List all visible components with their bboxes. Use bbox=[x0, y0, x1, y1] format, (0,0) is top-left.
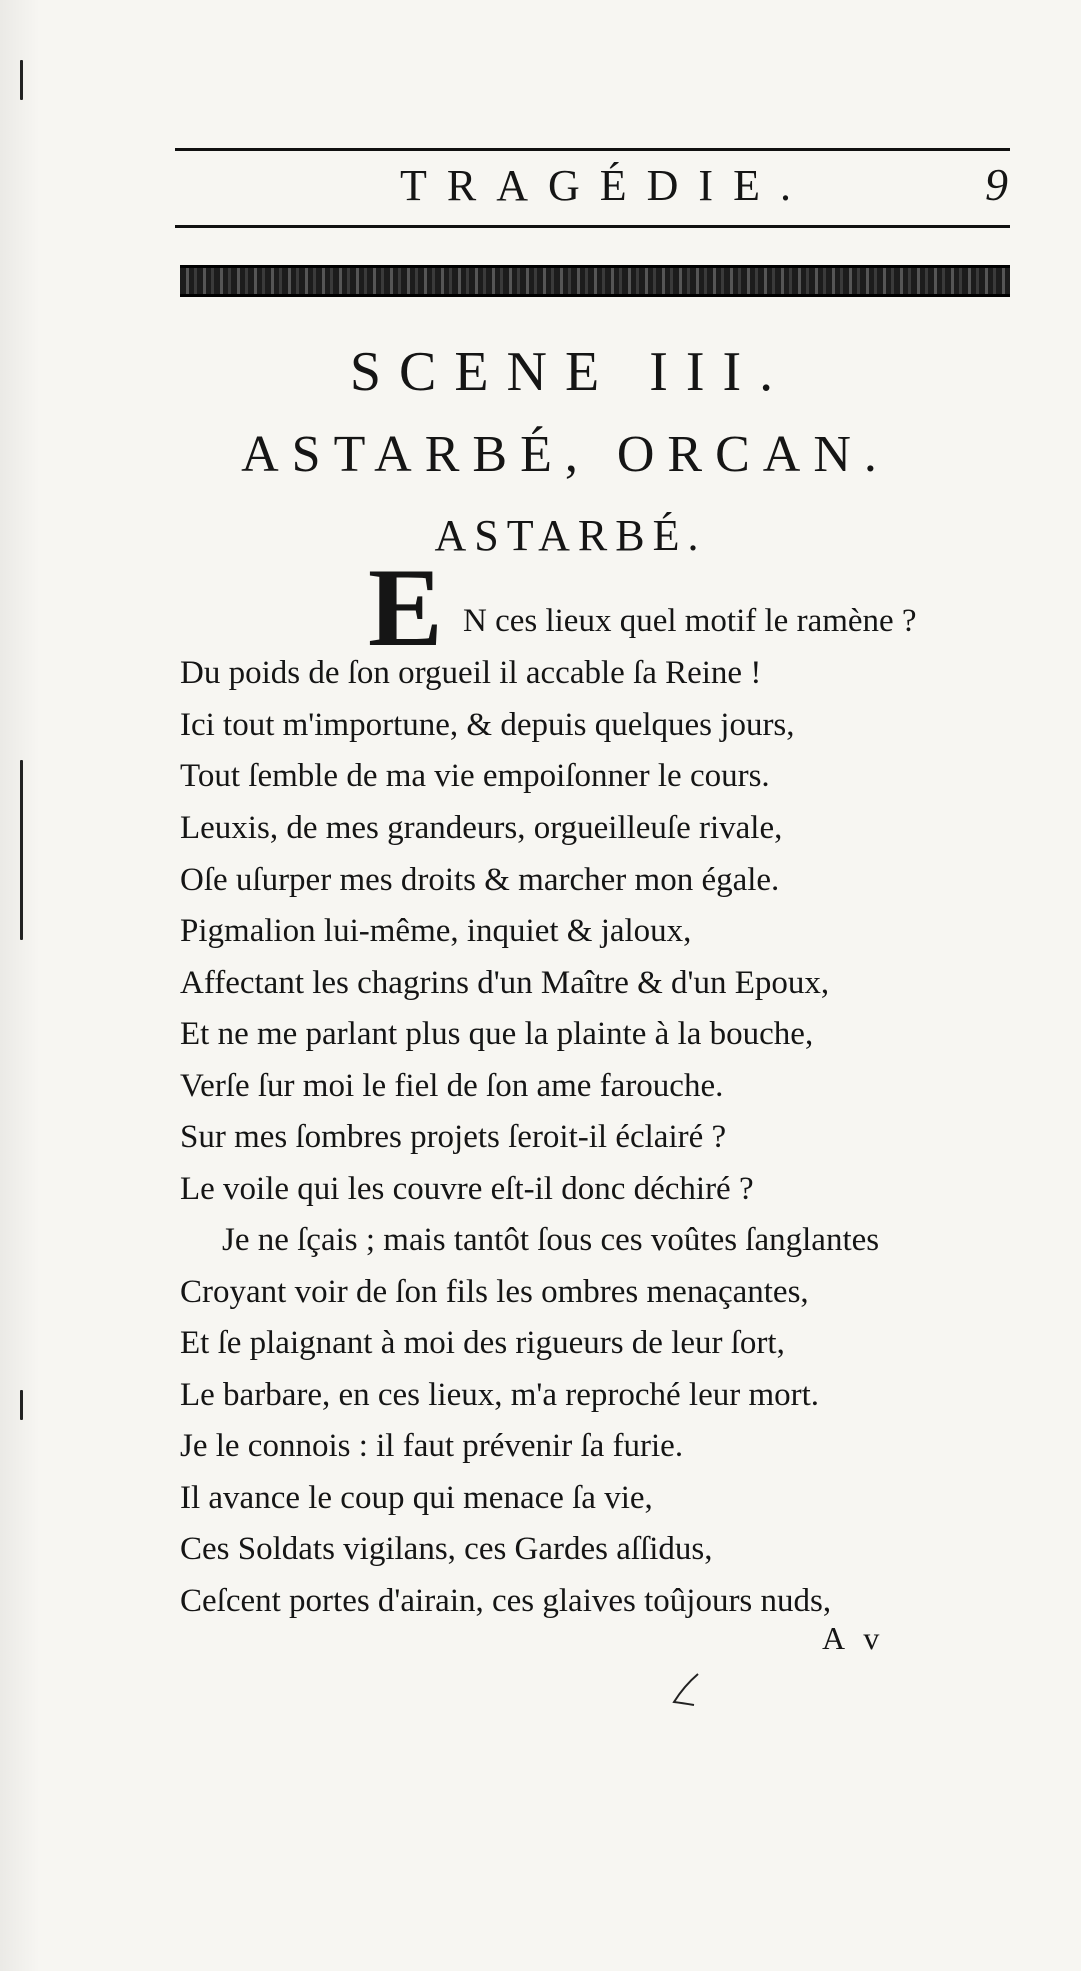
verse-line: Le barbare, en ces lieux, m'a reproché leur mort. bbox=[180, 1377, 820, 1413]
verse-line: Et ne me parlant plus que la plainte à la bouche, bbox=[180, 1016, 814, 1052]
verse-line: Sur mes ſombres projets ſeroit-il éclairé ? bbox=[180, 1119, 727, 1155]
speaker-name: ASTARBÉ. bbox=[434, 511, 707, 560]
scene-characters: ASTARBÉ, ORCAN. bbox=[241, 426, 890, 483]
ornament-band bbox=[180, 265, 1010, 297]
verse-line: Du poids de ſon orgueil il accable ſa Reine ! bbox=[180, 655, 762, 691]
edge-mark bbox=[20, 760, 23, 940]
verse-line: Et ſe plaignant à moi des rigueurs de leur ſort, bbox=[180, 1325, 785, 1361]
header-top-rule bbox=[175, 148, 1010, 151]
verse-line: Je ne ſçais ; mais tantôt ſous ces voûtes ſanglantes bbox=[222, 1222, 880, 1258]
verse-line: Verſe ſur moi le fiel de ſon ame farouche. bbox=[180, 1068, 724, 1104]
verse-line: Croyant voir de ſon fils les ombres menaçantes, bbox=[180, 1274, 809, 1310]
verse-line: Affectant les chagrins d'un Maître & d'un Epoux, bbox=[180, 965, 830, 1001]
header-bottom-rule bbox=[175, 225, 1010, 228]
verse-line: Ceſcent portes d'airain, ces glaives toûjours nuds, bbox=[180, 1583, 832, 1619]
verse-line: Tout ſemble de ma vie empoiſonner le cours. bbox=[180, 758, 770, 794]
page-number: 9 bbox=[985, 159, 1008, 210]
edge-mark bbox=[20, 1390, 23, 1420]
edge-mark bbox=[20, 60, 23, 100]
verse-line: Pigmalion lui-même, inquiet & jaloux, bbox=[180, 913, 692, 949]
pen-mark bbox=[670, 1672, 702, 1708]
verse-line: Oſe uſurper mes droits & marcher mon égale. bbox=[180, 862, 780, 898]
verse-line: Le voile qui les couvre eſt-il donc déchiré ? bbox=[180, 1171, 754, 1207]
scene-title: SCENE III. bbox=[349, 341, 792, 403]
verse-line: Ces Soldats vigilans, ces Gardes aſſidus, bbox=[180, 1531, 713, 1567]
verse-line: Il avance le coup qui menace ſa vie, bbox=[180, 1480, 653, 1516]
catchword: A v bbox=[822, 1620, 886, 1656]
running-title: TRAGÉDIE. bbox=[400, 161, 811, 210]
verse-line: N ces lieux quel motif le ramène ? bbox=[463, 603, 917, 639]
verse-line: Ici tout m'importune, & depuis quelques jours, bbox=[180, 707, 795, 743]
verse-line: Je le connois : il faut prévenir ſa furie. bbox=[180, 1428, 684, 1464]
drop-cap: E bbox=[368, 546, 443, 670]
binding-edge-shadow bbox=[0, 0, 40, 1971]
verse-line: Leuxis, de mes grandeurs, orgueilleuſe rivale, bbox=[180, 810, 783, 846]
